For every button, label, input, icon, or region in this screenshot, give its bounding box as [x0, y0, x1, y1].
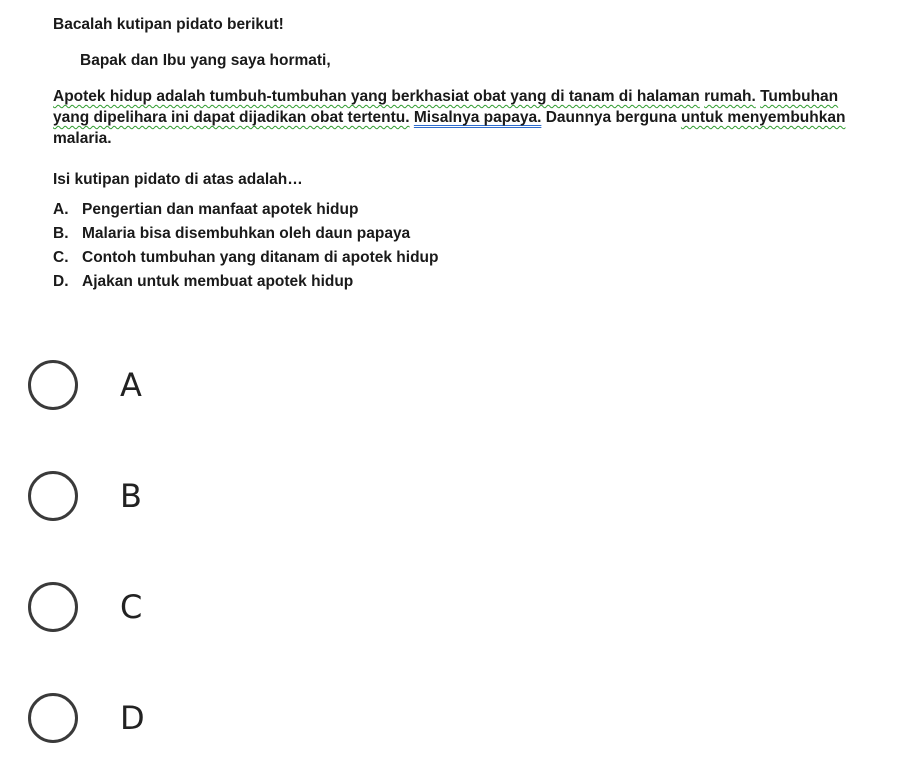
- answer-label-a: A: [120, 366, 142, 404]
- speech-sentence-4: Misalnya papaya.: [413, 109, 542, 126]
- question-option: [53, 199, 439, 223]
- answer-choice-d[interactable]: [28, 688, 145, 748]
- answer-label-d: D: [120, 699, 145, 737]
- radio-button-b[interactable]: [28, 471, 78, 521]
- option-text: Ajakan untuk membuat apotek hidup: [82, 273, 354, 290]
- question-option: [53, 247, 439, 271]
- speech-salutation: Bapak dan Ibu yang saya hormati,: [80, 52, 331, 69]
- answer-label-c: C: [120, 588, 143, 626]
- option-letter: B.: [53, 225, 69, 242]
- speech-sentence-2: rumah.: [704, 88, 756, 105]
- radio-button-d[interactable]: [28, 693, 78, 743]
- question-prompt: Isi kutipan pidato di atas adalah…: [53, 171, 303, 188]
- question-option: [53, 271, 439, 295]
- option-text: Contoh tumbuhan yang ditanam di apotek hidup: [82, 249, 439, 266]
- speech-sentence-7: malaria.: [53, 130, 112, 147]
- question-option: [53, 223, 439, 247]
- option-letter: D.: [53, 273, 69, 290]
- speech-paragraph: [53, 86, 873, 149]
- question-image: [0, 0, 902, 300]
- answer-choice-b[interactable]: [28, 466, 142, 526]
- answer-label-b: B: [120, 477, 142, 515]
- speech-sentence-3: Tumbuhan yang dipelihara ini dapat dijadikan obat tertentu.: [53, 88, 839, 126]
- radio-button-c[interactable]: [28, 582, 78, 632]
- option-letter: A.: [53, 201, 69, 218]
- speech-sentence-5: Daunnya berguna: [545, 109, 677, 126]
- option-letter: C.: [53, 249, 69, 266]
- radio-button-a[interactable]: [28, 360, 78, 410]
- speech-sentence-6: untuk menyembuhkan: [680, 109, 846, 126]
- option-text: Pengertian dan manfaat apotek hidup: [82, 201, 359, 218]
- answer-choice-a[interactable]: [28, 355, 142, 415]
- question-heading: Bacalah kutipan pidato berikut!: [53, 16, 284, 33]
- answer-choice-c[interactable]: [28, 577, 142, 637]
- speech-sentence-1: Apotek hidup adalah tumbuh-tumbuhan yang berkhasiat obat yang di tanam di halaman: [53, 88, 700, 105]
- option-text: Malaria bisa disembuhkan oleh daun papaya: [82, 225, 411, 242]
- question-options-list: [53, 199, 439, 295]
